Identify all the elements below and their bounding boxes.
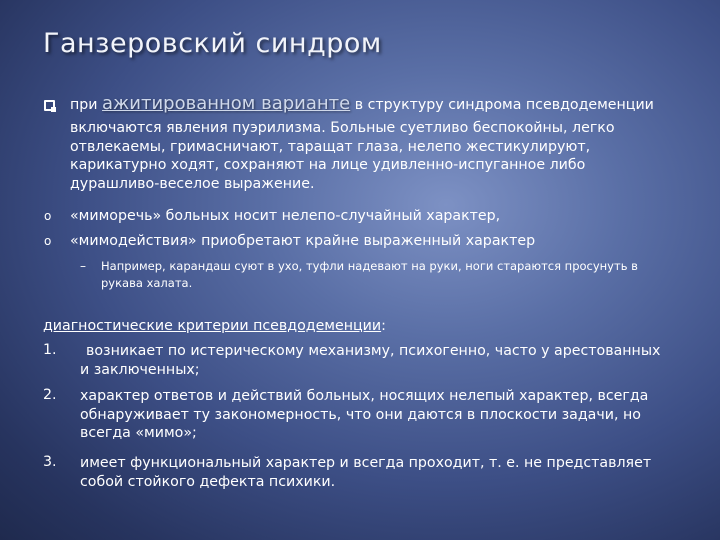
criteria-item-line: характер ответов и действий больных, носящих нелепый характер, всегда [80,388,649,404]
criteria-number: 1. [43,342,57,358]
criteria-number: 3. [43,454,57,470]
criteria-item-line: всегда «мимо»; [80,425,197,442]
bullet1-line: отвлекаемы, гримасничают, таращат глаза, нелепо жестикулируют, [70,138,591,155]
sub-bullet-line: рукава халата. [101,276,193,290]
square-bullet-icon [44,100,55,111]
bullet1-prefix: при [70,97,98,113]
criteria-heading [43,317,386,336]
circle-bullet-icon: o [44,209,52,223]
circle-bullet-icon: o [44,234,52,248]
dash-bullet-icon: – [80,259,86,273]
bullet1-line: дурашливо-веселое выражение. [70,175,315,192]
bullet1-line: включаются явления пуэрилизма. Больные суетливо беспокойны, легко [70,120,615,136]
bullet1-line: карикатурно ходят, сохраняют на лице удивленно-испуганное либо [70,157,586,174]
bullet1-first-line [70,95,654,115]
criteria-item-line: возникает по истерическому механизму, психогенно, часто у арестованных [86,343,661,359]
criteria-item [80,342,660,379]
criteria-heading-text: диагностические критерии псевдодеменции [43,318,382,334]
sub-bullet-line: Например, карандаш суют в ухо, туфли надевают на руки, ноги стараются просунуть в [101,259,638,273]
criteria-item-line: обнаруживает ту закономерность, что они даются в плоскости задачи, но [80,406,641,423]
bullet1-body [70,119,615,193]
bullet1-highlight: ажитированном варианте [102,93,351,114]
criteria-item [80,454,651,491]
criteria-item-line: имеет функциональный характер и всегда проходит, т. е. не представляет [80,455,652,471]
bullet2-text: «миморечь» больных носит нелепо-случайный характер, [70,208,501,224]
sub-bullet-text [101,258,638,292]
criteria-number: 2. [43,387,57,403]
criteria-item [80,387,648,443]
bullet3-text: «мимодействия» приобретают крайне выраженный характер [70,233,536,249]
bullet1-line1-rest: в структуру синдрома псевдодеменции [350,97,654,113]
slide-title: Ганзеровский синдром [43,28,382,59]
criteria-item-line: и заключенных; [80,361,200,378]
criteria-item-line: собой стойкого дефекта психики. [80,473,336,490]
criteria-heading-colon: : [381,318,386,334]
